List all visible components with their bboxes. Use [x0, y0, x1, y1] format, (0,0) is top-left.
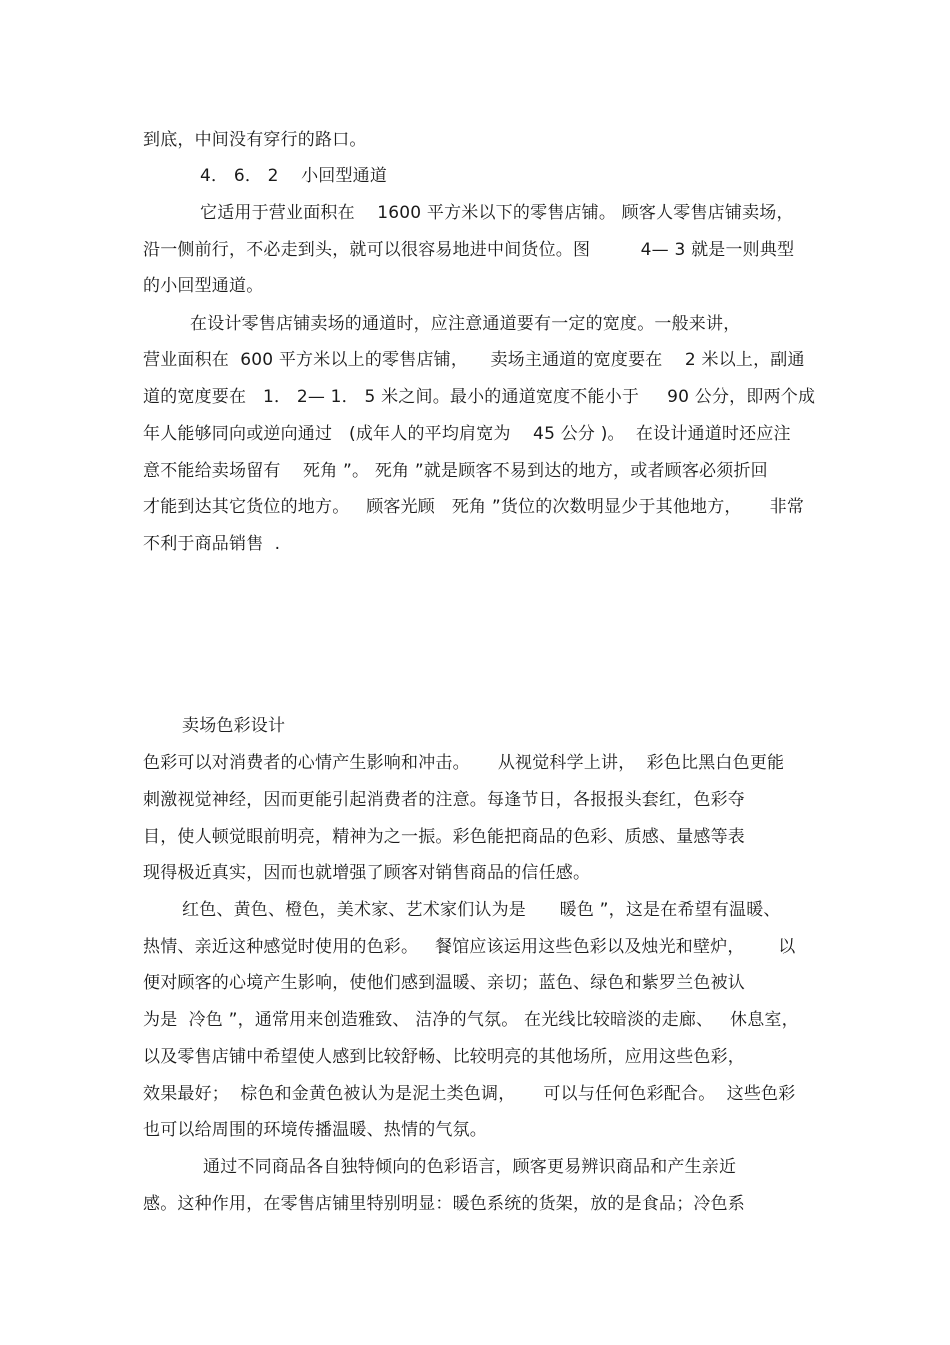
text-line: 红色、黄色、橙色，美术家、艺术家们认为是 暖色 ”，这是在希望有温暖、 — [182, 900, 781, 920]
text-line: 效果最好； 棕色和金黄色被认为是泥土类色调， 可以与任何色彩配合。 这些色彩 — [143, 1084, 796, 1104]
text-line: 便对顾客的心境产生影响，使他们感到温暖、亲切；蓝色、绿色和紫罗兰色被认 — [143, 973, 745, 993]
text-line: 刺激视觉神经，因而更能引起消费者的注意。每逢节日，各报报头套红，色彩夺 — [143, 790, 745, 810]
text-line: 目，使人顿觉眼前明亮，精神为之一振。彩色能把商品的色彩、质感、量感等表 — [143, 827, 745, 847]
text-line: 营业面积在 600 平方米以上的零售店铺， 卖场主通道的宽度要在 2 米以上，副通 — [143, 350, 805, 370]
text-line: 感。这种作用，在零售店铺里特别明显：暖色系统的货架，放的是食品；冷色系 — [143, 1194, 745, 1214]
section-title: 卖场色彩设计 — [182, 716, 286, 736]
text-line: 意不能给卖场留有 死角 ”。 死角 ”就是顾客不易到达的地方，或者顾客必须折回 — [143, 461, 768, 481]
text-line: 沿一侧前行，不必走到头，就可以很容易地进中间货位。图 4— 3 就是一则典型 — [143, 240, 795, 260]
text-line: 通过不同商品各自独特倾向的色彩语言，顾客更易辨识商品和产生亲近 — [203, 1157, 737, 1177]
text-line: 它适用于营业面积在 1600 平方米以下的零售店铺。 顾客人零售店铺卖场， — [200, 203, 794, 223]
text-line: 色彩可以对消费者的心情产生影响和冲击。 从视觉科学上讲， 彩色比黑白色更能 — [143, 753, 785, 773]
text-line: 为是 冷色 ”，通常用来创造雅致、 洁净的气氛。 在光线比较暗淡的走廊、 休息室， — [143, 1010, 799, 1030]
text-line: 的小回型通道。 — [143, 276, 264, 296]
text-line: 以及零售店铺中希望使人感到比较舒畅、比较明亮的其他场所，应用这些色彩， — [143, 1047, 745, 1067]
text-line: 不利于商品销售 . — [143, 534, 281, 554]
text-line: 道的宽度要在 1． 2— 1． 5 米之间。最小的通道宽度不能小于 90 公分，即两个成 — [143, 387, 816, 407]
section-heading: 4． 6． 2 小回型通道 — [200, 166, 388, 186]
text-line: 年人能够同向或逆向通过 (成年人的平均肩宽为 45 公分 )。 在设计通道时还应注 — [143, 424, 791, 444]
text-line: 热情、亲近这种感觉时使用的色彩。 餐馆应该运用这些色彩以及烛光和壁炉， 以 — [143, 937, 796, 957]
text-line: 也可以给周围的环境传播温暖、热情的气氛。 — [143, 1120, 487, 1140]
text-line: 现得极近真实，因而也就增强了顾客对销售商品的信任感。 — [143, 863, 591, 883]
text-line: 在设计零售店铺卖场的通道时，应注意通道要有一定的宽度。一般来讲， — [190, 314, 741, 334]
text-line: 到底，中间没有穿行的路口。 — [143, 130, 367, 150]
text-line: 才能到达其它货位的地方。 顾客光顾 死角 ”货位的次数明显少于其他地方， 非常 — [143, 497, 805, 517]
